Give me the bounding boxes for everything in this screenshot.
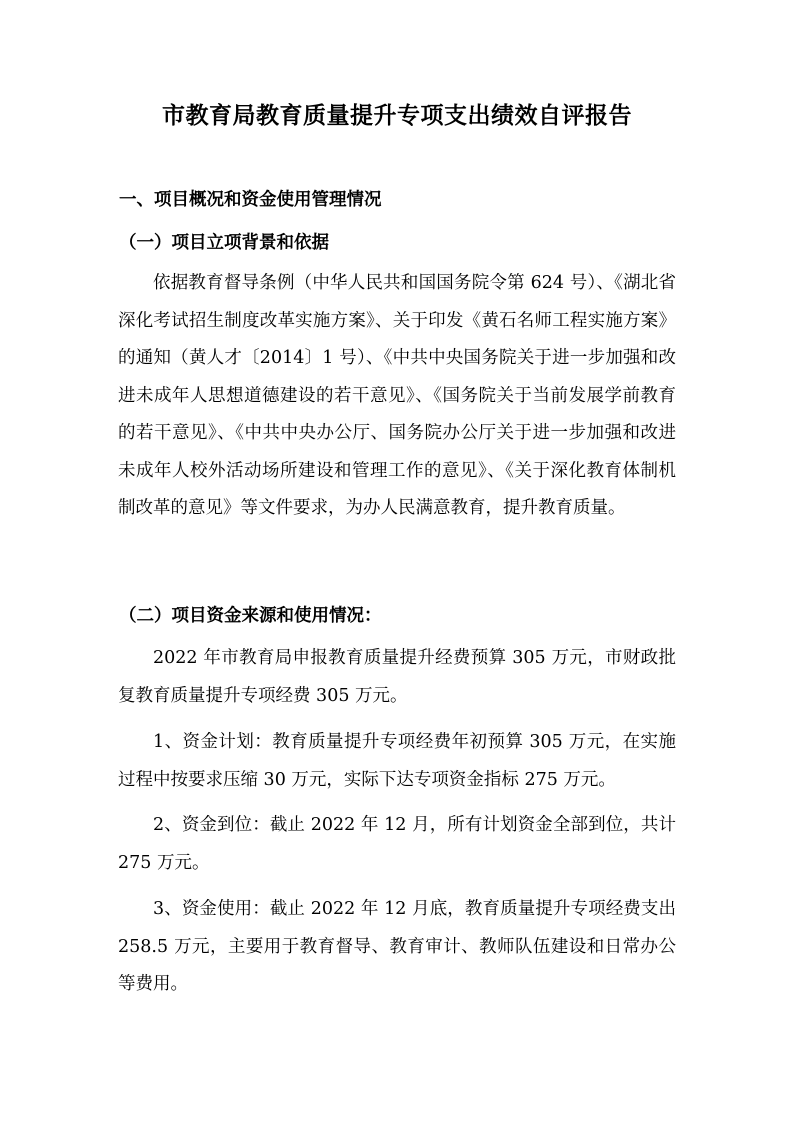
document-title: 市教育局教育质量提升专项支出绩效自评报告 (162, 102, 632, 129)
paragraph-funding-arrival: 2、资金到位：截止 2022 年 12 月，所有计划资金全部到位，共计 275 万元。 (118, 815, 676, 873)
subsection-heading-background: （一）项目立项背景和依据 (119, 233, 329, 253)
paragraph-funding-budget: 2022 年市教育局申报教育质量提升经费预算 305 万元，市财政批复教育质量提升专项经费 305 万元。 (118, 648, 676, 706)
section-heading-project-overview: 一、项目概况和资金使用管理情况 (119, 190, 382, 210)
paragraph-funding-plan: 1、资金计划：教育质量提升专项经费年初预算 305 万元，在实施过程中按要求压缩 30 万元，实际下达专项资金指标 275 万元。 (118, 732, 676, 790)
subsection-heading-funding: （二）项目资金来源和使用情况： (119, 606, 382, 626)
paragraph-funding-usage: 3、资金使用：截止 2022 年 12 月底，教育质量提升专项经费支出 258.5 万元，主要用于教育督导、教育审计、教师队伍建设和日常办公等费用。 (118, 899, 676, 994)
paragraph-background-basis: 依据教育督导条例（中华人民共和国国务院令第 624 号）、《湖北省深化考试招生制度改革实施方案》、关于印发《黄石名师工程实施方案》的通知（黄人才〔2014〕1 号）、《中共中央国务院关于进一步加强和改进未成年人思想道德建设的若干意见》、《国务院关于当前发展学前教育的若干意见》、《中共中央办公厅、国务院办公厅关于进一步加强和改进未成年人校外活动场所建设和管理工作的意见》、《关于深化教育体制机制改革的意见》等文件要求，为办人民满意教育，提升教育质量。 (118, 273, 676, 518)
